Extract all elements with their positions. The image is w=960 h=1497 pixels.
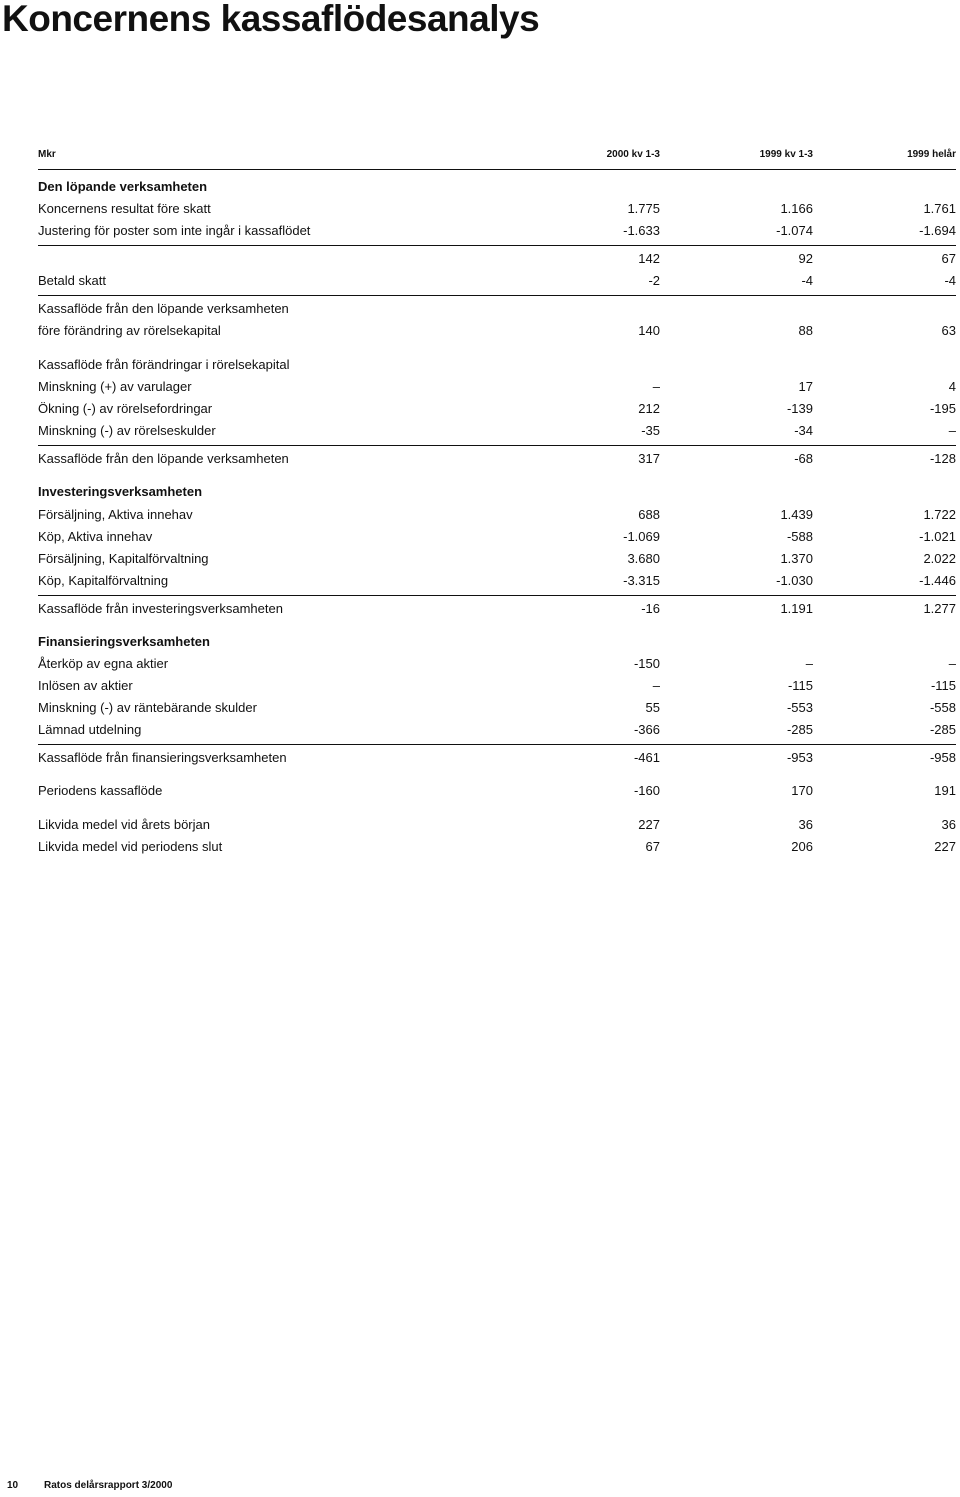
section-heading-row bbox=[0, 176, 960, 198]
value-2000-q1-3: 3.680 bbox=[627, 551, 660, 566]
table-row bbox=[0, 448, 960, 470]
value-2000-q1-3: -3.315 bbox=[623, 573, 660, 588]
value-2000-q1-3: 55 bbox=[645, 700, 660, 715]
table-row bbox=[0, 598, 960, 620]
value-1999-q1-3: -34 bbox=[794, 423, 813, 438]
value-1999-full-year: – bbox=[948, 423, 956, 438]
value-1999-full-year: 191 bbox=[934, 783, 956, 798]
table-row bbox=[0, 814, 960, 836]
section-heading-row bbox=[0, 631, 960, 653]
section-heading: Finansieringsverksamheten bbox=[38, 634, 210, 649]
value-2000-q1-3: 688 bbox=[638, 507, 660, 522]
row-label: Lämnad utdelning bbox=[38, 722, 142, 737]
table-row bbox=[0, 248, 960, 270]
table-row bbox=[0, 548, 960, 570]
table-row bbox=[0, 675, 960, 697]
table-row bbox=[0, 747, 960, 769]
value-2000-q1-3: 142 bbox=[638, 251, 660, 266]
value-1999-q1-3: 170 bbox=[791, 783, 813, 798]
value-2000-q1-3: 67 bbox=[645, 839, 660, 854]
row-label: Minskning (+) av varulager bbox=[38, 379, 192, 394]
value-1999-q1-3: -1.074 bbox=[776, 223, 813, 238]
value-1999-full-year: 1.761 bbox=[923, 201, 956, 216]
row-label: Minskning (-) av räntebärande skulder bbox=[38, 700, 257, 715]
row-label: Likvida medel vid periodens slut bbox=[38, 839, 223, 854]
page-title: Koncernens kassaflödesanalys bbox=[2, 0, 540, 39]
value-1999-full-year: 1.722 bbox=[923, 507, 956, 522]
value-1999-q1-3: -953 bbox=[786, 750, 813, 765]
value-1999-full-year: -558 bbox=[929, 700, 956, 715]
row-label: Justering för poster som inte ingår i kassaflödet bbox=[38, 223, 311, 238]
row-label: Försäljning, Aktiva innehav bbox=[38, 507, 193, 522]
table-row bbox=[0, 697, 960, 719]
value-1999-full-year: -1.446 bbox=[919, 573, 956, 588]
value-1999-q1-3: 92 bbox=[798, 251, 813, 266]
value-1999-q1-3: 1.166 bbox=[780, 201, 813, 216]
value-1999-full-year: -1.021 bbox=[919, 529, 956, 544]
value-1999-q1-3: -1.030 bbox=[776, 573, 813, 588]
row-label: Periodens kassaflöde bbox=[38, 783, 163, 798]
value-1999-q1-3: -553 bbox=[786, 700, 813, 715]
value-1999-full-year: -1.694 bbox=[919, 223, 956, 238]
value-1999-full-year: 227 bbox=[934, 839, 956, 854]
value-1999-q1-3: -139 bbox=[786, 401, 813, 416]
value-2000-q1-3: – bbox=[652, 678, 660, 693]
row-label: Minskning (-) av rörelseskulder bbox=[38, 423, 216, 438]
value-1999-full-year: 36 bbox=[941, 817, 956, 832]
value-1999-q1-3: 88 bbox=[798, 323, 813, 338]
value-2000-q1-3: -1.633 bbox=[623, 223, 660, 238]
value-1999-q1-3: 1.439 bbox=[780, 507, 813, 522]
row-label: Köp, Aktiva innehav bbox=[38, 529, 153, 544]
table-row bbox=[0, 320, 960, 342]
table-row bbox=[0, 526, 960, 548]
value-1999-q1-3: – bbox=[805, 656, 813, 671]
row-label: Ökning (-) av rörelsefordringar bbox=[38, 401, 213, 416]
value-1999-q1-3: 36 bbox=[798, 817, 813, 832]
column-header-1999-q1-3: 1999 kv 1-3 bbox=[759, 149, 813, 160]
column-header-2000-q1-3: 2000 kv 1-3 bbox=[606, 149, 660, 160]
row-label: Koncernens resultat före skatt bbox=[38, 201, 211, 216]
value-1999-q1-3: -68 bbox=[794, 451, 813, 466]
value-1999-full-year: -195 bbox=[929, 401, 956, 416]
value-2000-q1-3: 212 bbox=[638, 401, 660, 416]
value-1999-full-year: -958 bbox=[929, 750, 956, 765]
value-1999-q1-3: 17 bbox=[798, 379, 813, 394]
value-1999-full-year: -128 bbox=[929, 451, 956, 466]
row-label: Likvida medel vid årets början bbox=[38, 817, 210, 832]
value-2000-q1-3: – bbox=[652, 379, 660, 394]
value-2000-q1-3: -35 bbox=[641, 423, 660, 438]
value-1999-q1-3: -115 bbox=[787, 678, 813, 693]
value-2000-q1-3: 317 bbox=[638, 451, 660, 466]
table-row bbox=[0, 570, 960, 592]
row-label: Försäljning, Kapitalförvaltning bbox=[38, 551, 209, 566]
column-header-unit: Mkr bbox=[38, 149, 56, 160]
value-1999-full-year: -4 bbox=[944, 273, 956, 288]
row-label: Inlösen av aktier bbox=[38, 678, 133, 693]
value-1999-q1-3: -588 bbox=[786, 529, 813, 544]
row-label: Köp, Kapitalförvaltning bbox=[38, 573, 169, 588]
value-1999-full-year: -285 bbox=[929, 722, 956, 737]
value-1999-full-year: 1.277 bbox=[923, 601, 956, 616]
value-1999-q1-3: 206 bbox=[791, 839, 813, 854]
row-label: Återköp av egna aktier bbox=[38, 656, 169, 671]
value-2000-q1-3: -1.069 bbox=[623, 529, 660, 544]
row-label: Kassaflöde från förändringar i rörelsekapital bbox=[38, 357, 290, 372]
table-row bbox=[0, 298, 960, 320]
value-2000-q1-3: -2 bbox=[648, 273, 660, 288]
value-1999-full-year: 67 bbox=[941, 251, 956, 266]
value-1999-full-year: – bbox=[948, 656, 956, 671]
row-label: Kassaflöde från den löpande verksamheten bbox=[38, 301, 289, 316]
value-1999-q1-3: -4 bbox=[801, 273, 813, 288]
row-label: Kassaflöde från den löpande verksamheten bbox=[38, 451, 289, 466]
value-2000-q1-3: -461 bbox=[633, 750, 660, 765]
value-1999-q1-3: 1.370 bbox=[780, 551, 813, 566]
value-1999-q1-3: -285 bbox=[786, 722, 813, 737]
table-row bbox=[0, 719, 960, 741]
table-row bbox=[0, 220, 960, 242]
table-row bbox=[0, 420, 960, 442]
row-label: Betald skatt bbox=[38, 273, 106, 288]
value-2000-q1-3: 1.775 bbox=[627, 201, 660, 216]
table-row bbox=[0, 198, 960, 220]
value-2000-q1-3: -16 bbox=[641, 601, 660, 616]
value-2000-q1-3: 140 bbox=[638, 323, 660, 338]
table-row bbox=[0, 270, 960, 292]
section-heading: Den löpande verksamheten bbox=[38, 179, 208, 194]
table-row bbox=[0, 354, 960, 376]
value-1999-full-year: 63 bbox=[941, 323, 956, 338]
row-label: Kassaflöde från investeringsverksamheten bbox=[38, 601, 283, 616]
section-heading: Investeringsverksamheten bbox=[38, 484, 203, 499]
footer-page-number: 10 bbox=[7, 1480, 19, 1491]
value-1999-full-year: 4 bbox=[948, 379, 956, 394]
value-2000-q1-3: -150 bbox=[633, 656, 660, 671]
column-header-1999-full-year: 1999 helår bbox=[907, 149, 956, 160]
table-row bbox=[0, 376, 960, 398]
row-label: före förändring av rörelsekapital bbox=[38, 323, 221, 338]
table-row bbox=[0, 780, 960, 802]
value-1999-q1-3: 1.191 bbox=[780, 601, 813, 616]
value-1999-full-year: -115 bbox=[930, 678, 956, 693]
table-row bbox=[0, 504, 960, 526]
value-1999-full-year: 2.022 bbox=[923, 551, 956, 566]
section-heading-row bbox=[0, 481, 960, 503]
table-row bbox=[0, 398, 960, 420]
footer-publication: Ratos delårsrapport 3/2000 bbox=[44, 1480, 173, 1491]
row-label: Kassaflöde från finansieringsverksamheten bbox=[38, 750, 287, 765]
table-row bbox=[0, 653, 960, 675]
table-row bbox=[0, 836, 960, 858]
value-2000-q1-3: 227 bbox=[638, 817, 660, 832]
value-2000-q1-3: -160 bbox=[633, 783, 660, 798]
value-2000-q1-3: -366 bbox=[633, 722, 660, 737]
